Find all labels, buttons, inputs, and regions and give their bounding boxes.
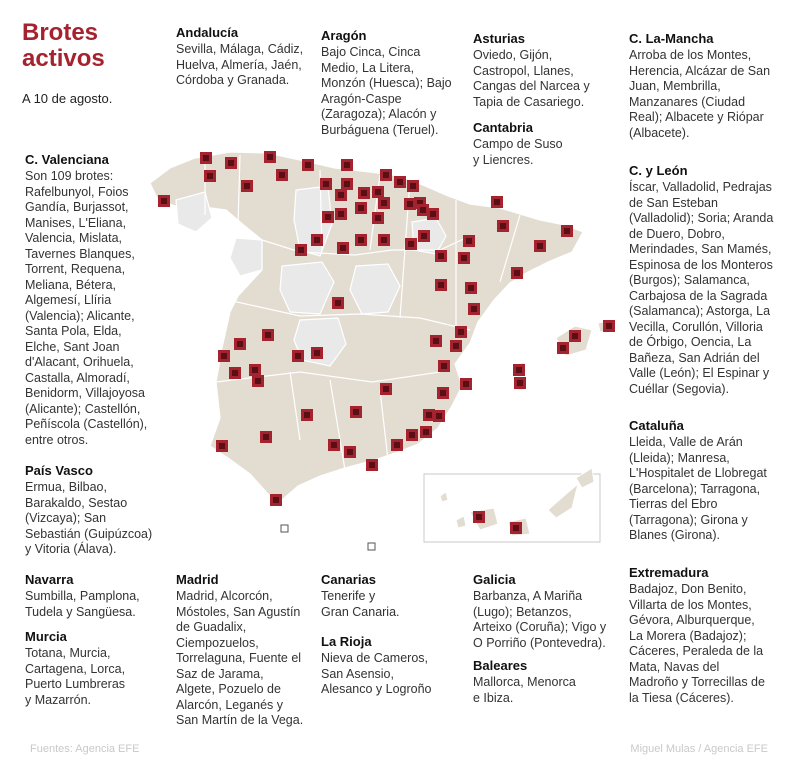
outbreak-marker-core [468, 285, 474, 291]
region-text: Badajoz, Don Benito, Villarta de los Montes, Gévora, Alburquerque, La Morera (Badajoz); Cáceres, Peraleda de la Mata, Navas del Madroño y Torrecillas de la Tiesa (Cáceres). [629, 582, 765, 705]
outbreak-marker-core [298, 247, 304, 253]
outbreak-marker-core [331, 442, 337, 448]
region-text: Barbanza, A Mariña (Lugo); Betanzos, Arteixo (Coruña); Vigo y O Porriño (Pontevedra). [473, 589, 607, 650]
outbreak-marker-core [423, 429, 429, 435]
outbreak-marker-core [516, 367, 522, 373]
outbreak-marker-core [430, 211, 436, 217]
region-text: Bajo Cinca, Cinca Medio, La Litera, Monzón (Huesca); Bajo Aragón-Caspe (Zaragoza); Alacón y Burbáguena (Teruel). [321, 45, 452, 137]
region-name: Aragón [321, 28, 367, 43]
region-cantabria [473, 120, 563, 168]
outbreak-marker-core [323, 181, 329, 187]
region-text: Nieva de Cameros, San Asensio, Alesanco y Logroño [321, 651, 432, 696]
outbreak-marker-core [606, 323, 612, 329]
outbreak-marker-core [237, 341, 243, 347]
region-text: Son 109 brotes: Rafelbunyol, Foios Gandía, Burjassot, Manises, L'Eliana, Valencia, Mislata, Tavernes Blanques, Torrent, Requena, Meliana, Bétera, Algemesí, Llíria (Valencia); Alicante, Santa Pola, Elda, Elche, Sant Joan d'Alacant, Orihuela, Castalla, Almoradí, Benidorm, Villajoyosa (Alicante); Castellón, Peñíscola (Castellón), entre otros. [25, 169, 148, 447]
outbreak-marker-core [441, 363, 447, 369]
infographic-title: Brotes activos [22, 19, 105, 72]
outbreak-marker-core [514, 270, 520, 276]
outbreak-marker-core [517, 380, 523, 386]
region-cataluna [629, 418, 767, 544]
outbreak-marker-core [436, 413, 442, 419]
region-larioja [321, 634, 432, 698]
outbreak-marker-core [221, 353, 227, 359]
outbreak-marker-core [353, 409, 359, 415]
outbreak-marker-core [572, 333, 578, 339]
outbreak-marker-core [361, 190, 367, 196]
outbreak-marker-core [420, 207, 426, 213]
region-name: C. La-Mancha [629, 31, 714, 46]
province-no-outbreak [176, 192, 212, 232]
outbreak-marker-core [161, 198, 167, 204]
outbreak-marker-core [338, 192, 344, 198]
outbreak-marker-core [232, 370, 238, 376]
region-text: Tenerife y Gran Canaria. [321, 589, 400, 619]
outbreak-marker-core [267, 154, 273, 160]
region-text: Sumbilla, Pamplona, Tudela y Sangüesa. [25, 589, 140, 619]
region-name: La Rioja [321, 634, 372, 649]
outbreak-marker-core [252, 367, 258, 373]
outbreak-marker-core [409, 432, 415, 438]
outbreak-marker-core [513, 525, 519, 531]
region-text: Mallorca, Menorca e Ibiza. [473, 675, 576, 705]
region-name: País Vasco [25, 463, 93, 478]
region-canarias [321, 572, 400, 620]
outbreak-marker-core [383, 386, 389, 392]
outbreak-marker-core [381, 237, 387, 243]
region-madrid [176, 572, 303, 729]
region-text: Oviedo, Gijón, Castropol, Llanes, Cangas del Narcea y Tapia de Casariego. [473, 48, 590, 109]
region-cleon [629, 163, 773, 397]
region-baleares [473, 658, 576, 706]
outbreak-marker-core [381, 200, 387, 206]
outbreak-marker-core [410, 183, 416, 189]
outbreak-marker-core [421, 233, 427, 239]
outbreak-marker-core [537, 243, 543, 249]
outbreak-marker-core [219, 443, 225, 449]
region-name: Baleares [473, 658, 528, 673]
outbreak-marker-core [476, 514, 482, 520]
outbreak-marker-core [440, 390, 446, 396]
outbreak-marker-core [203, 155, 209, 161]
region-name: Murcia [25, 629, 67, 644]
outbreak-marker-core [453, 343, 459, 349]
region-clamancha [629, 31, 770, 141]
outbreak-marker-core [438, 253, 444, 259]
region-name: Andalucía [176, 25, 239, 40]
region-paisvasco [25, 463, 152, 558]
outbreak-marker-core [426, 412, 432, 418]
outbreak-marker-core [461, 255, 467, 261]
region-text: Arroba de los Montes, Herencia, Alcázar de San Juan, Membrilla, Manzanares (Ciudad Real); Albacete y Riópar (Albacete). [629, 48, 771, 140]
region-galicia [473, 572, 606, 651]
region-name: Asturias [473, 31, 526, 46]
region-name: Extremadura [629, 565, 709, 580]
outbreak-marker-core [340, 245, 346, 251]
region-name: Galicia [473, 572, 516, 587]
outbreak-marker-core [279, 172, 285, 178]
outbreak-marker-core [344, 162, 350, 168]
outbreak-marker-core [244, 183, 250, 189]
outbreak-marker-core [228, 160, 234, 166]
outbreak-marker-core [265, 332, 271, 338]
region-andalucia [176, 25, 303, 89]
outbreak-marker-core [397, 179, 403, 185]
outbreak-marker-core [305, 162, 311, 168]
outbreak-marker-core [375, 189, 381, 195]
region-text: Ermua, Bilbao, Barakaldo, Sestao (Vizcaya); San Sebastián (Guipúzcoa) y Vitoria (Álava). [25, 480, 153, 556]
outbreak-marker-core [458, 329, 464, 335]
outbreak-marker-core [338, 211, 344, 217]
outbreak-marker-core [407, 201, 413, 207]
outbreak-marker-core [344, 181, 350, 187]
outbreak-marker-core [438, 282, 444, 288]
outbreak-marker-core [408, 241, 414, 247]
outbreak-marker-core [500, 223, 506, 229]
region-cvalenciana [25, 152, 147, 448]
region-text: Sevilla, Málaga, Cádiz, Huelva, Almería, Jaén, Córdoba y Granada. [176, 42, 304, 87]
outbreak-marker-core [463, 381, 469, 387]
region-text: Lleida, Valle de Arán (Lleida); Manresa, L'Hospitalet de Llobregat (Barcelona); Tarragona, Tierras del Ebro (Tarragona); Girona y Blanes (Girona). [629, 435, 767, 542]
region-text: Totana, Murcia, Cartagena, Lorca, Puerto Lumbreras y Mazarrón. [25, 646, 126, 707]
outbreak-marker-core [335, 300, 341, 306]
outbreak-marker-core [314, 350, 320, 356]
melilla-marker [368, 543, 375, 550]
region-text: Madrid, Alcorcón, Móstoles, San Agustín de Guadalix, Ciempozuelos, Torrelaguna, Fuente el Saz de Jarama, Algete, Pozuelo de Alarcón, Leganés y San Martín de la Vega. [176, 589, 304, 727]
date-label: A 10 de agosto. [22, 91, 113, 106]
region-text: Íscar, Valladolid, Pedrajas de San Esteban (Valladolid); Soria; Aranda de Duero, Dobro, Merindades, San Mamés, Espinosa de los Monteros (Burgos); Salamanca, Carbajosa de la Sagrada (Salamanca); Astorga, La Vecilla, Corullón, Villoria de Órbigo, Oencia, La Bañeza, San Adrián del Valle (León); El Espinar y Cuéllar (Segovia). [629, 180, 774, 396]
outbreak-marker-core [263, 434, 269, 440]
baleares-islands [514, 320, 615, 390]
outbreak-marker-core [560, 345, 566, 351]
outbreak-marker-core [471, 306, 477, 312]
outbreak-marker-core [273, 497, 279, 503]
outbreak-marker-core [564, 228, 570, 234]
ceuta-marker [281, 525, 288, 532]
credit-footer: Miguel Mulas / Agencia EFE [630, 743, 768, 755]
province-no-outbreak [230, 238, 262, 276]
region-extremadura [629, 565, 765, 706]
outbreak-marker-core [466, 238, 472, 244]
region-name: C. y León [629, 163, 688, 178]
outbreak-marker-core [314, 237, 320, 243]
outbreak-marker-core [394, 442, 400, 448]
region-name: C. Valenciana [25, 152, 109, 167]
outbreak-marker-core [325, 214, 331, 220]
region-name: Navarra [25, 572, 74, 587]
region-text: Campo de Suso y Liencres. [473, 137, 563, 167]
region-name: Cantabria [473, 120, 533, 135]
outbreak-marker-core [295, 353, 301, 359]
region-asturias [473, 31, 590, 110]
region-murcia [25, 629, 125, 708]
sources-footer: Fuentes: Agencia EFE [30, 743, 140, 755]
outbreak-marker-core [375, 215, 381, 221]
outbreak-marker-core [494, 199, 500, 205]
outbreak-marker-core [369, 462, 375, 468]
region-name: Madrid [176, 572, 219, 587]
outbreak-marker-core [304, 412, 310, 418]
outbreak-marker-core [255, 378, 261, 384]
outbreak-marker-core [347, 449, 353, 455]
region-aragon [321, 28, 452, 138]
outbreak-marker-core [358, 205, 364, 211]
outbreak-marker-core [433, 338, 439, 344]
outbreak-marker-core [383, 172, 389, 178]
outbreak-marker-core [358, 237, 364, 243]
region-navarra [25, 572, 140, 620]
region-name: Canarias [321, 572, 376, 587]
outbreak-marker-core [207, 173, 213, 179]
region-name: Cataluña [629, 418, 684, 433]
